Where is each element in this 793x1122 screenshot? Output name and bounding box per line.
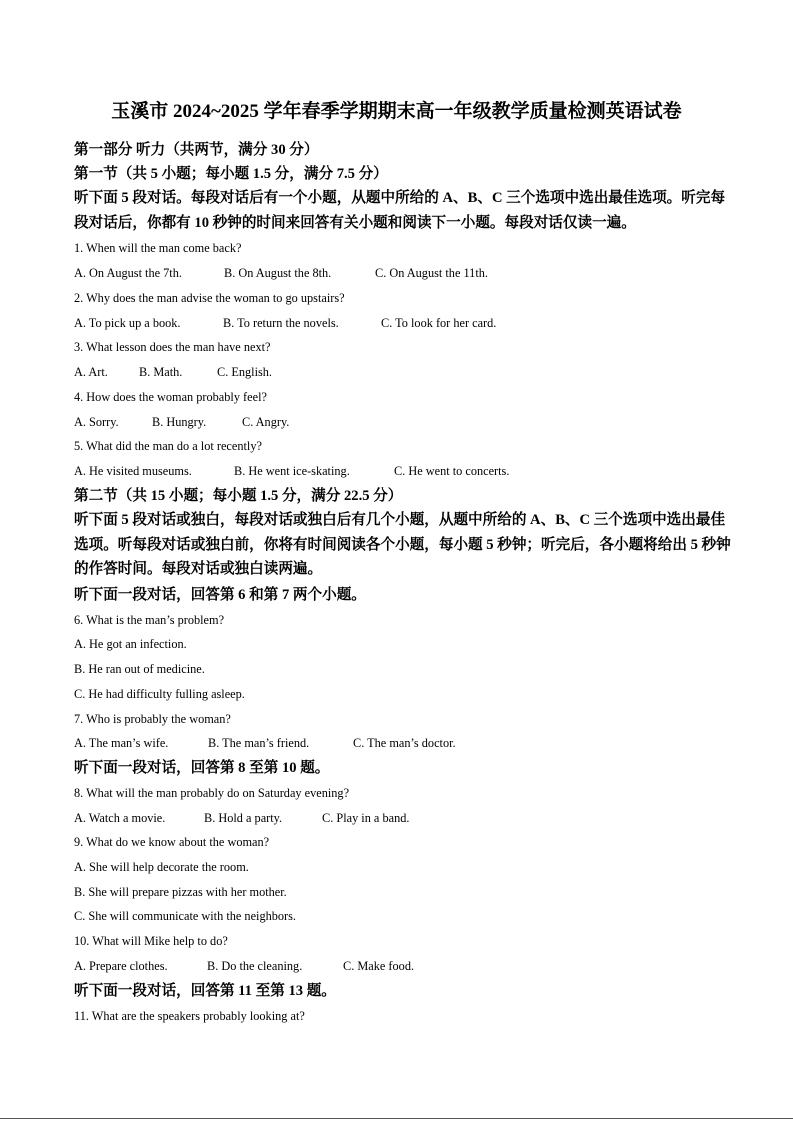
q5-option-b: B. He went ice-skating.: [234, 464, 350, 478]
q6-option-c: C. He had difficulty fulling asleep.: [74, 687, 245, 701]
question-6: 6. What is the man’s problem?: [74, 613, 225, 627]
q10-option-b: B. Do the cleaning.: [207, 959, 303, 973]
question-1: 1. When will the man come back?: [74, 241, 242, 255]
section2-instruction: 听下面 5 段对话或独白，每段对话或独白后有几个小题，从题中所给的 A、B、C 三个选项中选出最佳选项。听每段对话或独白前，你将有时间阅读各个小题，每小题 5 秒钟；听完后，各小题将给出 5 秒钟的作答时间。每段对话或独白读两遍。: [74, 512, 731, 578]
page-bottom-divider: [0, 1118, 793, 1119]
q5-option-c: C. He went to concerts.: [394, 464, 510, 478]
subheading-q11-q13: 听下面一段对话，回答第 11 至第 13 题。: [74, 983, 336, 999]
q4-option-c: C. Angry.: [242, 415, 290, 429]
question-3: 3. What lesson does the man have next?: [74, 340, 271, 354]
q2-option-b: B. To return the novels.: [223, 316, 339, 330]
q6-option-a: A. He got an infection.: [74, 637, 187, 651]
q8-option-a: A. Watch a movie.: [74, 811, 166, 825]
question-2: 2. Why does the man advise the woman to go upstairs?: [74, 291, 345, 305]
section2-heading: 第二节（共 15 小题；每小题 1.5 分，满分 22.5 分）: [74, 488, 403, 504]
question-9: 9. What do we know about the woman?: [74, 835, 270, 849]
question-4: 4. How does the woman probably feel?: [74, 390, 267, 404]
q3-option-b: B. Math.: [139, 365, 183, 379]
q1-option-a: A. On August the 7th.: [74, 266, 182, 280]
q10-option-c: C. Make food.: [343, 959, 415, 973]
q7-option-a: A. The man’s wife.: [74, 736, 169, 750]
q7-option-b: B. The man’s friend.: [208, 736, 310, 750]
exam-title: 玉溪市 2024~2025 学年春季学期期末高一年级教学质量检测英语试卷: [111, 101, 682, 122]
q4-option-a: A. Sorry.: [74, 415, 119, 429]
q4-option-b: B. Hungry.: [152, 415, 207, 429]
q5-option-a: A. He visited museums.: [74, 464, 192, 478]
q8-option-b: B. Hold a party.: [204, 811, 283, 825]
q1-option-b: B. On August the 8th.: [224, 266, 332, 280]
q9-option-a: A. She will help decorate the room.: [74, 860, 249, 874]
question-10: 10. What will Mike help to do?: [74, 934, 228, 948]
question-5: 5. What did the man do a lot recently?: [74, 439, 262, 453]
q2-option-a: A. To pick up a book.: [74, 316, 181, 330]
q7-option-c: C. The man’s doctor.: [353, 736, 456, 750]
subheading-q6-q7: 听下面一段对话，回答第 6 和第 7 两个小题。: [74, 587, 366, 603]
q10-option-a: A. Prepare clothes.: [74, 959, 168, 973]
subheading-q8-q10: 听下面一段对话，回答第 8 至第 10 题。: [74, 760, 330, 776]
q3-option-a: A. Art.: [74, 365, 108, 379]
q8-option-c: C. Play in a band.: [322, 811, 410, 825]
question-8: 8. What will the man probably do on Saturday evening?: [74, 786, 350, 800]
question-11: 11. What are the speakers probably looking at?: [74, 1009, 305, 1023]
q6-option-b: B. He ran out of medicine.: [74, 662, 205, 676]
q3-option-c: C. English.: [217, 365, 272, 379]
part1-heading: 第一部分 听力（共两节，满分 30 分）: [74, 142, 319, 158]
section1-instruction: 听下面 5 段对话。每段对话后有一个小题，从题中所给的 A、B、C 三个选项中选出最佳选项。听完每段对话后，你都有 10 秒钟的时间来回答有关小题和阅读下一小题。每段对话仅读一遍。: [74, 190, 726, 231]
q1-option-c: C. On August the 11th.: [375, 266, 488, 280]
section1-heading: 第一节（共 5 小题；每小题 1.5 分，满分 7.5 分）: [74, 166, 388, 182]
q9-option-c: C. She will communicate with the neighbors.: [74, 909, 296, 923]
q2-option-c: C. To look for her card.: [381, 316, 497, 330]
question-7: 7. Who is probably the woman?: [74, 712, 231, 726]
q9-option-b: B. She will prepare pizzas with her mother.: [74, 885, 287, 899]
